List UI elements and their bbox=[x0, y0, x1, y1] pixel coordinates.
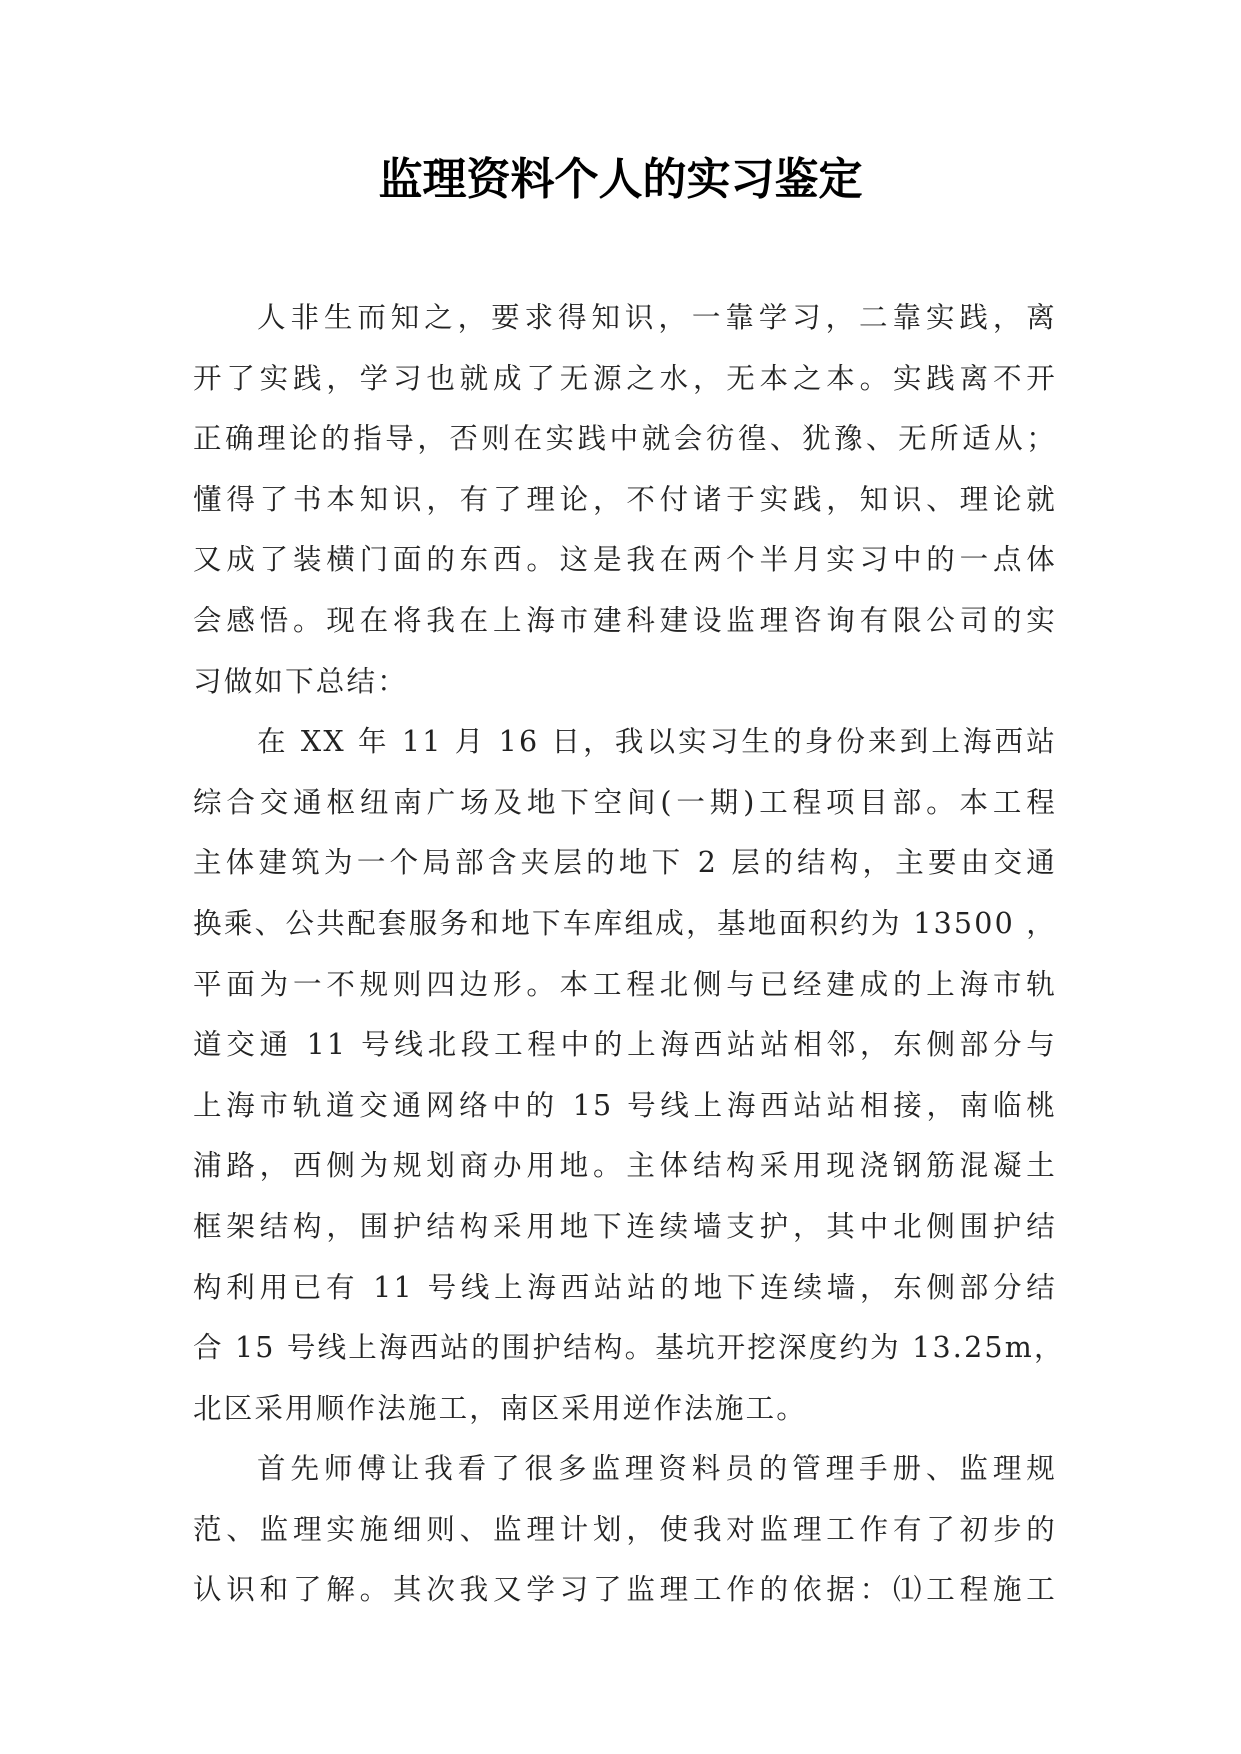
text-line: 北区采用顺作法施工，南区采用逆作法施工。 bbox=[193, 1391, 808, 1425]
text-line: 平面为一不规则四边形。本工程北侧与已经建成的上海市轨 bbox=[193, 967, 1057, 1001]
text-line: 又成了装横门面的东西。这是我在两个半月实习中的一点体 bbox=[193, 543, 1057, 577]
document-body bbox=[193, 288, 1065, 1621]
text-line: 范、监理实施细则、监理计划，使我对监理工作有了初步的 bbox=[193, 1512, 1057, 1546]
text-line: 首先师傅让我看了很多监理资料员的管理手册、监理规 bbox=[257, 1452, 1057, 1486]
text-line: 正确理论的指导，否则在实践中就会彷徨、犹豫、无所适从； bbox=[193, 422, 1057, 456]
text-line: 开了实践，学习也就成了无源之水，无本之本。实践离不开 bbox=[193, 361, 1057, 395]
text-line: 换乘、公共配套服务和地下车库组成，基地面积约为 13500 ， bbox=[193, 906, 1057, 940]
text-line: 习做如下总结： bbox=[193, 664, 408, 698]
text-line: 上海市轨道交通网络中的 15 号线上海西站站相接，南临桃 bbox=[193, 1088, 1057, 1122]
text-line: 构利用已有 11 号线上海西站站的地下连续墙，东侧部分结 bbox=[193, 1270, 1057, 1304]
text-line: 认识和了解。其次我又学习了监理工作的依据：⑴工程施工 bbox=[193, 1573, 1057, 1607]
page-title: 监理资料个人的实习鉴定 bbox=[378, 154, 863, 205]
text-line: 在 XX 年 11 月 16 日，我以实习生的身份来到上海西站 bbox=[257, 725, 1057, 759]
text-line: 会感悟。现在将我在上海市建科建设监理咨询有限公司的实 bbox=[193, 603, 1057, 637]
text-line: 人非生而知之，要求得知识，一靠学习，二靠实践，离 bbox=[257, 301, 1057, 334]
text-line: 框架结构，围护结构采用地下连续墙支护，其中北侧围护结 bbox=[193, 1209, 1057, 1243]
text-line: 主体建筑为一个局部含夹层的地下 2 层的结构，主要由交通 bbox=[193, 846, 1057, 880]
text-line: 综合交通枢纽南广场及地下空间(一期)工程项目部。本工程 bbox=[193, 785, 1057, 819]
text-line: 道交通 11 号线北段工程中的上海西站站相邻，东侧部分与 bbox=[193, 1028, 1057, 1062]
text-line: 浦路，西侧为规划商办用地。主体结构采用现浇钢筋混凝土 bbox=[193, 1149, 1057, 1183]
text-line: 合 15 号线上海西站的围护结构。基坑开挖深度约为 13.25m， bbox=[193, 1331, 1065, 1365]
text-line: 懂得了书本知识，有了理论，不付诸于实践，知识、理论就 bbox=[193, 482, 1057, 516]
